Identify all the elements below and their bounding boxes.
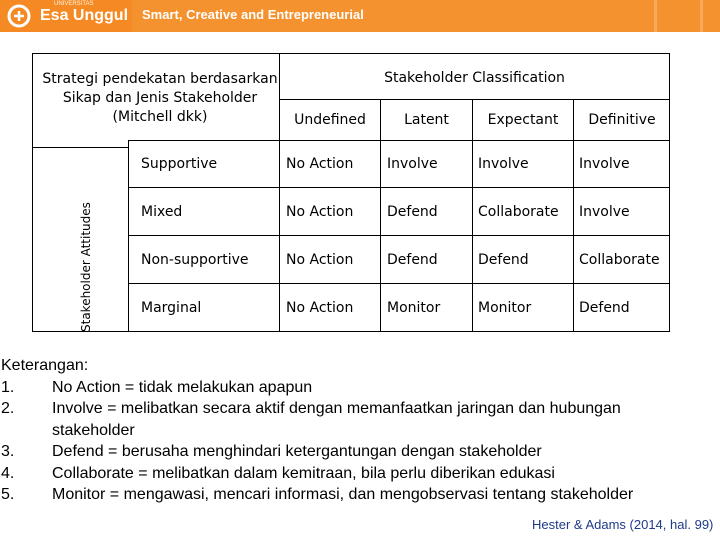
table-gridline (32, 147, 128, 148)
legend-number: 3. (1, 443, 15, 460)
table-cell: Monitor (387, 300, 441, 316)
table-cell: Defend (579, 300, 630, 316)
legend-text: Collaborate = melibatkan dalam kemitraan, bila perlu diberikan edukasi (52, 464, 555, 482)
legend (0, 355, 716, 506)
table-cell: No Action (286, 203, 354, 220)
legend-number: 4. (1, 464, 15, 482)
table-cell: Collaborate (579, 251, 660, 268)
legend-item (0, 484, 716, 506)
legend-item (0, 441, 716, 463)
table-cell: Monitor (478, 300, 532, 316)
citation: Hester & Adams (2014, hal. 99) (532, 517, 714, 532)
legend-item (0, 377, 716, 399)
brand-name: Esa Unggul (40, 7, 129, 24)
header-bar (0, 0, 720, 32)
university-logo-icon (6, 4, 32, 28)
header-divider (700, 0, 703, 32)
table-cell: No Action (286, 251, 354, 268)
legend-text: No Action = tidak melakukan apapun (52, 378, 313, 396)
row-attitude: Marginal (141, 300, 202, 316)
legend-number: 1. (1, 378, 15, 396)
table-gridline (128, 140, 129, 332)
row-attitude: Non-supportive (141, 251, 249, 268)
header-brand-area (0, 0, 132, 32)
table-cell: Involve (387, 156, 438, 172)
classification-header: Stakeholder Classification (384, 70, 565, 86)
table-cell: Involve (478, 156, 529, 172)
column-header: Undefined (294, 112, 366, 128)
legend-item (0, 463, 716, 485)
brand-prefix: UNIVERSITAS (54, 1, 94, 7)
table-cell: Involve (579, 203, 630, 220)
row-attitude: Mixed (141, 203, 183, 220)
table-cell: Defend (387, 203, 438, 220)
legend-item (0, 398, 716, 441)
legend-list (0, 377, 716, 506)
header-tagline: Smart, Creative and Entrepreneurial (142, 7, 364, 22)
table-cell: Collaborate (478, 203, 559, 220)
table-cell: No Action (286, 156, 354, 172)
legend-number: 5. (1, 486, 15, 503)
column-header: Latent (404, 112, 449, 128)
table-cell: No Action (286, 300, 354, 316)
table-cell: Defend (387, 251, 438, 268)
table-cell: Involve (579, 156, 630, 172)
legend-number: 2. (1, 400, 15, 417)
row-attitude: Supportive (141, 156, 218, 172)
stakeholder-attitudes-label: Stakeholder Attitudes (79, 202, 93, 332)
legend-text: Defend = berusaha menghindari ketergantungan dengan stakeholder (52, 443, 542, 460)
legend-text: Monitor = mengawasi, mencari informasi, dan mengobservasi tentang stakeholder (52, 486, 634, 503)
legend-text: Involve = melibatkan secara aktif dengan memanfaatkan jaringan dan hubungan stakeholder (52, 400, 621, 439)
header-divider (654, 0, 657, 32)
legend-title: Keterangan: (1, 357, 89, 374)
table-cell: Defend (478, 251, 529, 268)
column-header: Definitive (588, 112, 656, 128)
table-title: Strategi pendekatan berdasarkan Sikap dan Jenis Stakeholder (Mitchell dkk) (42, 71, 278, 125)
column-header: Expectant (487, 112, 559, 128)
